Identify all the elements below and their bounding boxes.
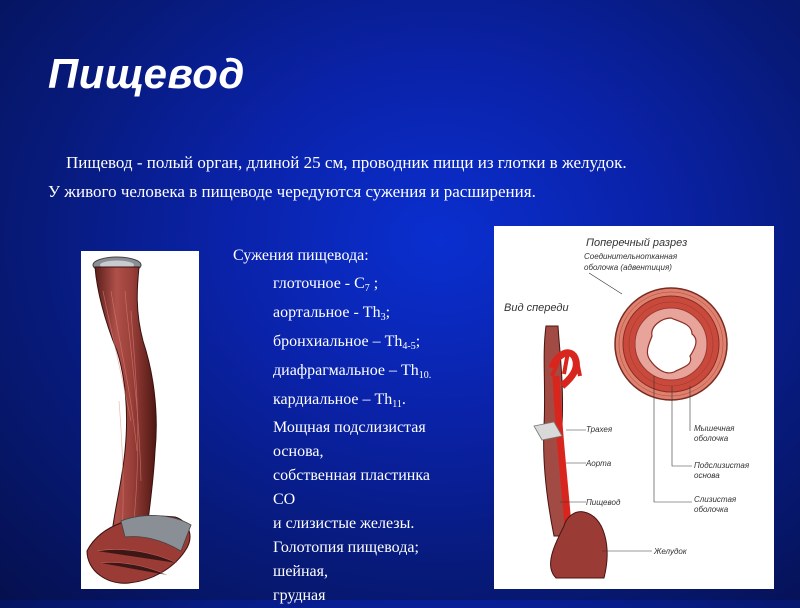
esophagus-diagram [494,226,774,589]
stomach-label: Желудок [654,547,687,556]
adventitia-label: Соединительнотканная [584,252,678,261]
front-view-label: Вид спереди [504,302,569,314]
submucosa-label: основа [694,471,720,480]
trachea-label: Трахея [586,425,613,434]
narrowings-heading: Сужения пищевода: [233,247,369,264]
aorta-label: Аорта [586,459,612,468]
muscular-label: оболочка [694,434,729,443]
narrowing-item: аортальное - $Th_3$; [273,304,391,323]
intro-line-1: Пищевод - полый орган, длиной 25 см, проводник пищи из глотки в желудок. [66,153,627,172]
page-title: Пищевод [48,50,245,97]
description-text: Мощная подслизистая основа, собственная пластинка СО и слизистые железы. Голотопия пищевода; шейная, грудная [273,419,430,604]
cross-section [615,288,727,400]
adventitia-label: оболочка (адвентиция) [584,263,672,272]
cross-section-title: Поперечный разрез [586,237,688,249]
submucosa-label: Подслизистая [694,461,750,470]
narrowing-item: бронхиальное – $Th_{4-5}$; [273,333,421,352]
narrowings-list [233,243,488,608]
mucosa-label: оболочка [694,505,729,514]
intro-line-2: У живого человека в пищеводе чередуются сужения и расширения. [48,182,536,201]
mucosa-label: Слизистая [694,495,737,504]
narrowing-item: диафрагмальное – $Th_{10.}$ [273,362,432,381]
muscular-label: Мышечная [694,424,735,433]
narrowing-item: глоточное - $C_7$ ; [273,275,379,294]
front-view [534,326,607,578]
esophagus-illustration [81,251,199,589]
narrowing-item: кардиальное – $Th_{11}$. [273,391,406,410]
esophagus-label: Пищевод [586,498,621,507]
intro-text [48,148,788,206]
